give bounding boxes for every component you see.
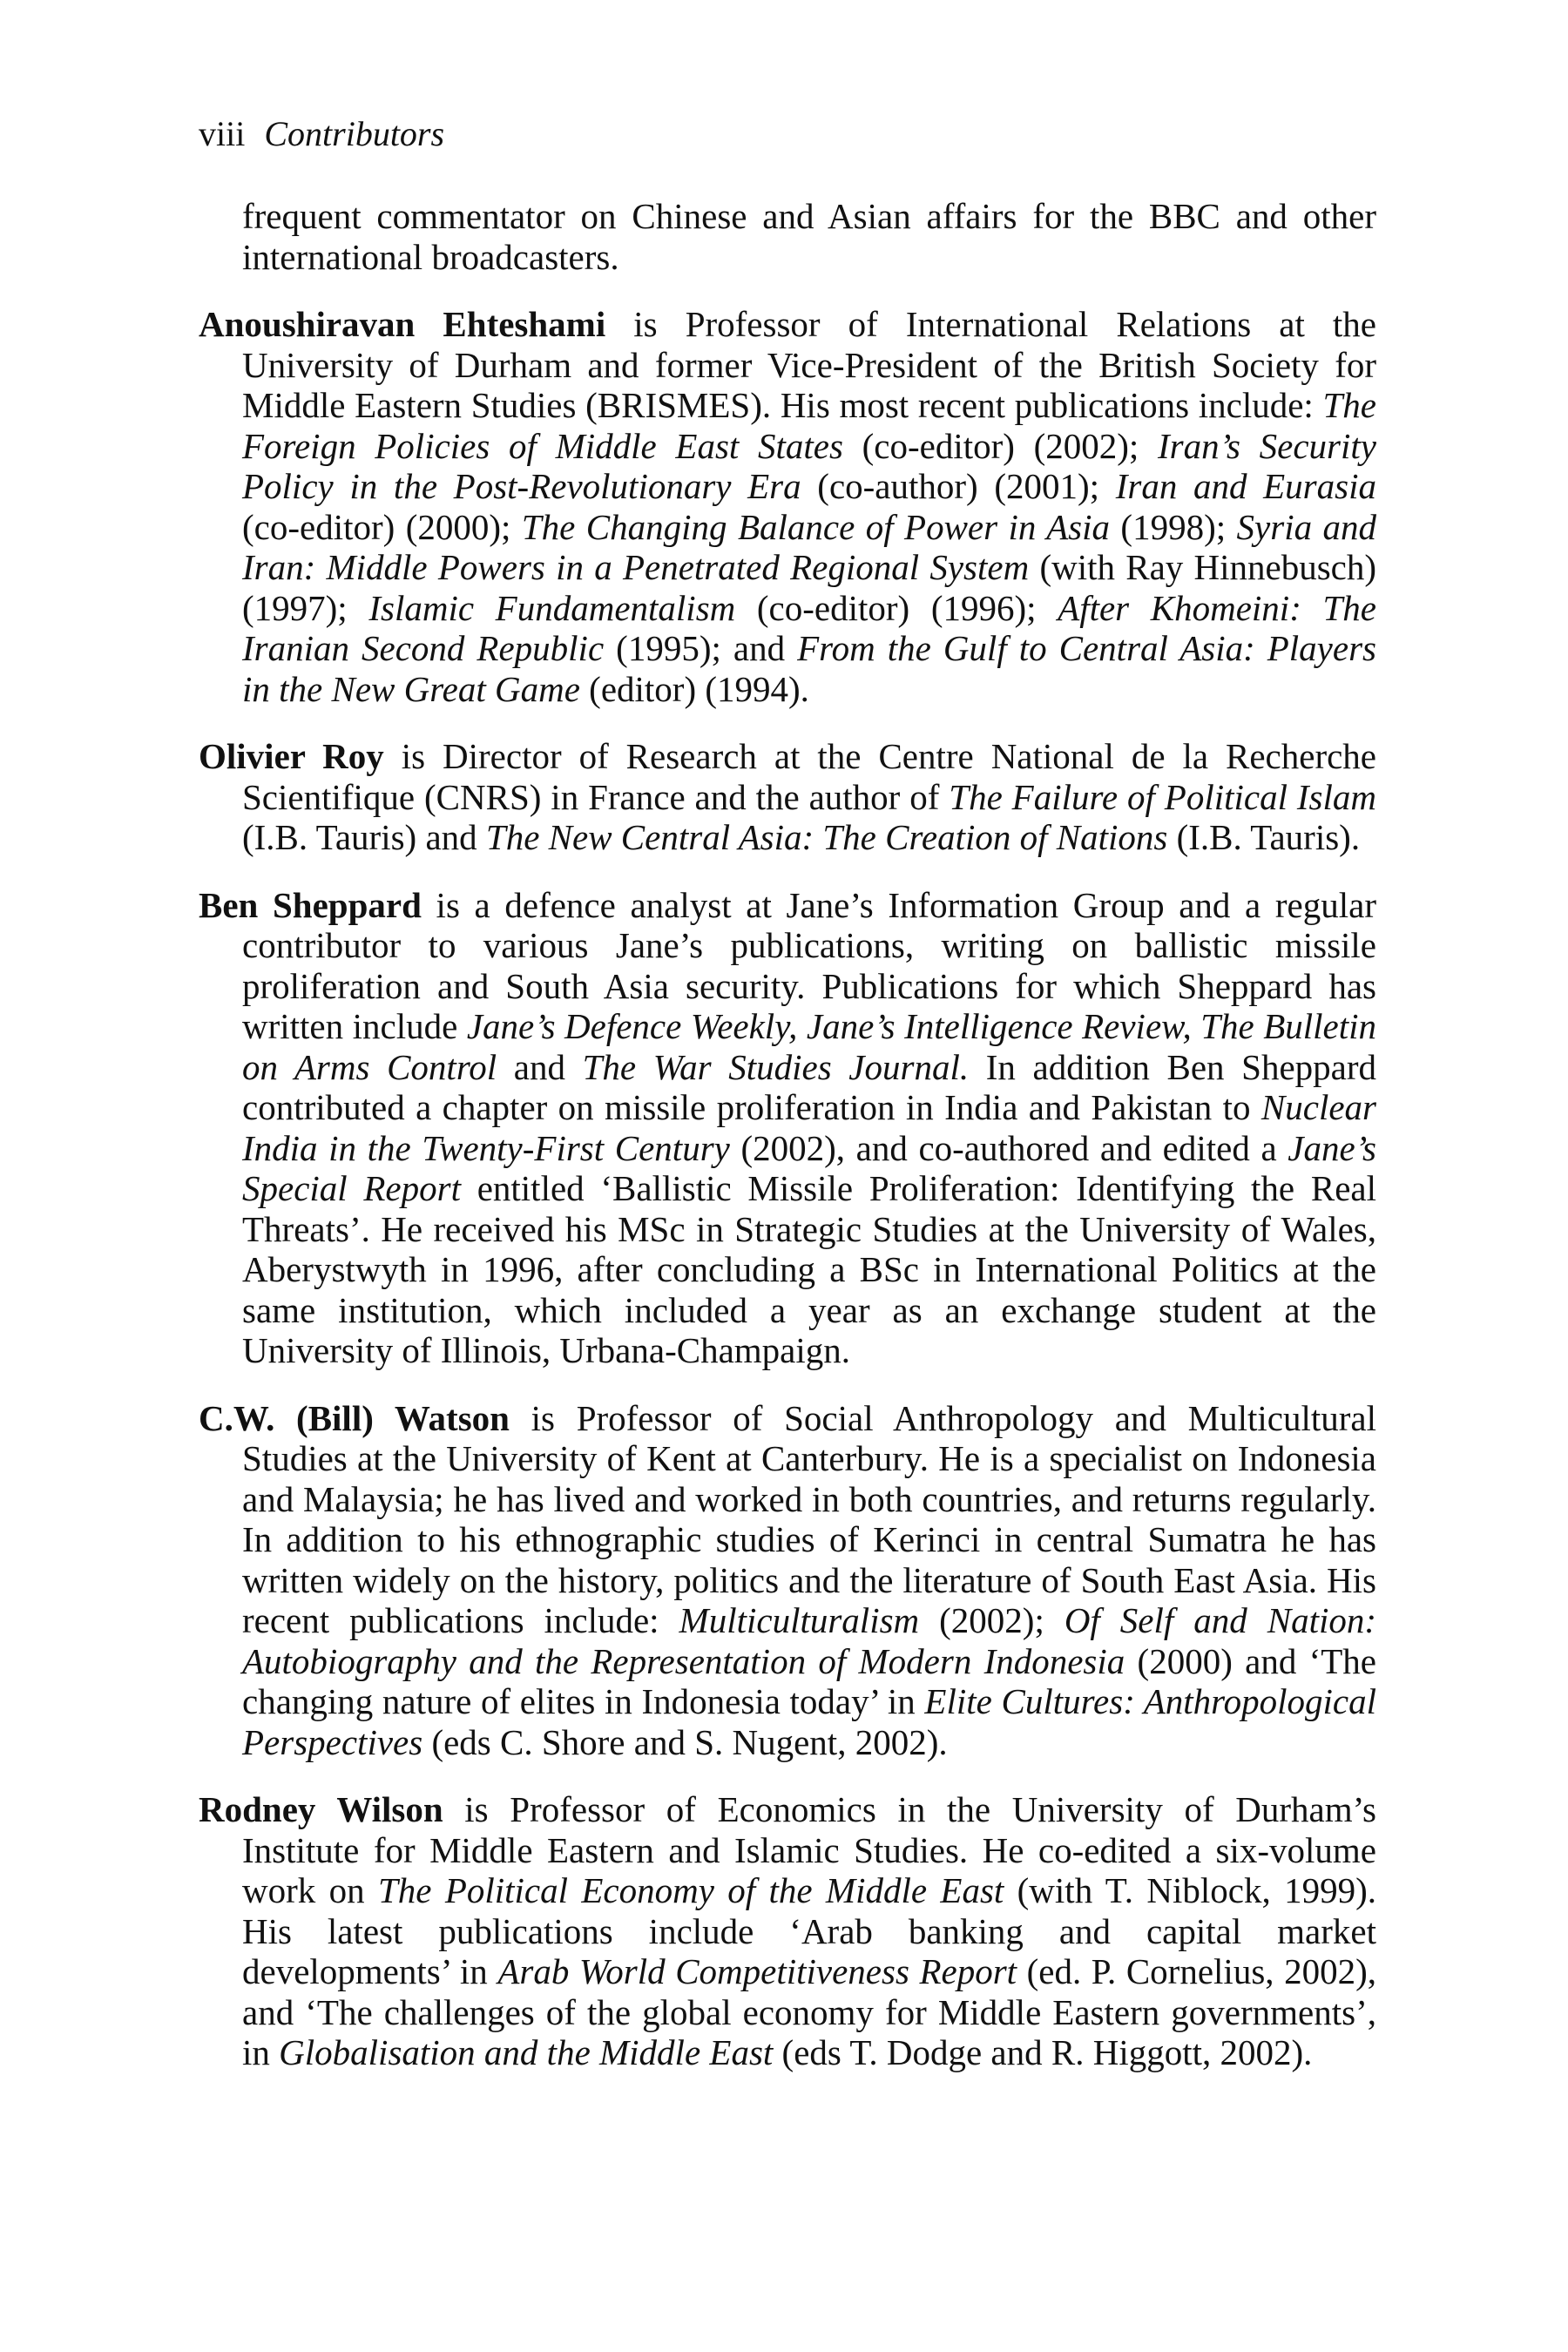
contributor-entry — [199, 304, 1376, 709]
publication-title: The Failure of Political Islam — [949, 776, 1376, 817]
entry-text-segment: (editor) (1994). — [579, 668, 809, 709]
contributor-entry — [199, 885, 1376, 1371]
book-page — [199, 110, 1376, 2305]
publication-title: The War Studies Journal. — [582, 1046, 970, 1087]
contributor-name: Rodney Wilson — [199, 1789, 443, 1829]
publication-title: The New Central Asia: The Creation of Nations — [485, 817, 1168, 857]
section-title: Contributors — [264, 114, 445, 153]
publication-title: After Khomeini: The Iranian Second Republic — [242, 587, 1376, 668]
entry-text-segment: (ed. P. Cornelius, 2002), and ‘The challenges of the global economy for Middle Eastern governments’, in — [242, 1951, 1376, 2072]
publication-title: The Changing Balance of Power in Asia — [521, 506, 1110, 547]
contributor-entry-continued — [199, 196, 1376, 277]
entry-text-segment: is Professor of International Relations at the University of Durham and former Vice-President of the British Society for Middle Eastern Studies (BRISMES). His most recent publications include: — [242, 304, 1377, 425]
entry-text-segment: is Professor of Economics in the University of Durham’s Institute for Middle Eastern and Islamic Studies. He co-edited a six-volume work on — [242, 1789, 1376, 1910]
entry-text-segment: is a defence analyst at Jane’s Information Group and a regular contributor to various Jane’s publications, writing on ballistic missile proliferation and South Asia security. Publications for which Sheppard has written include — [242, 884, 1376, 1046]
publication-title: The Political Economy of the Middle East — [377, 1870, 1004, 1910]
running-head — [199, 110, 1376, 159]
entry-text-segment: and — [497, 1046, 583, 1087]
entry-text-segment: (I.B. Tauris) and — [242, 817, 486, 857]
publication-title: Jane’s Special Report — [242, 1127, 1376, 1208]
publication-title: Of Self and Nation: Autobiography and the Representation of Modern Indonesia — [242, 1600, 1376, 1681]
entry-text-segment: is Professor of Social Anthropology and Multicultural Studies at the University of Kent at Canterbury. He is a specialist on Indonesia and Malaysia; he has lived and worked in both countries, and returns regularly. In addition to his ethnographic studies of Kerinci in central Sumatra he has written widely on the history, politics and the literature of South East Asia. His recent publications include: — [242, 1397, 1376, 1640]
page-number: viii — [199, 114, 246, 153]
publication-title: Syria and Iran: Middle Powers in a Penetrated Regional System — [242, 506, 1377, 587]
publication-title: Arab World Competitiveness Report — [497, 1951, 1017, 1991]
entry-text-segment: (eds T. Dodge and R. Higgott, 2002). — [773, 2032, 1313, 2072]
publication-title: From the Gulf to Central Asia: Players in the New Great Game — [242, 628, 1376, 709]
entry-text-segment: (1998); — [1109, 506, 1237, 547]
entry-text-segment: (eds C. Shore and S. Nugent, 2002). — [422, 1721, 948, 1762]
entry-text-segment: is Director of Research at the Centre National de la Recherche Scientifique (CNRS) in France and the author of — [242, 736, 1376, 817]
contributor-name: Anoushiravan Ehteshami — [199, 304, 606, 344]
entry-text-segment: (co-editor) (2002); — [842, 425, 1159, 466]
contributor-entry — [199, 1789, 1376, 2073]
entry-text-segment: (I.B. Tauris). — [1167, 817, 1361, 857]
publication-title: Islamic Fundamentalism — [368, 587, 736, 628]
entry-text-segment: (co-editor) (2000); — [242, 506, 522, 547]
contributor-name: Olivier Roy — [199, 736, 384, 776]
entry-text-segment: In addition Ben Sheppard contributed a chapter on missile proliferation in India and Pakistan to — [242, 1046, 1377, 1127]
entry-text-segment: (with Ray Hinnebusch) (1997); — [242, 547, 1377, 628]
contributor-entry — [199, 1398, 1376, 1763]
contributors-list — [199, 196, 1376, 2073]
entry-text — [242, 736, 1376, 857]
entry-text-segment: (co-editor) (1996); — [735, 587, 1058, 628]
publication-title: Elite Cultures: Anthropological Perspectives — [242, 1681, 1376, 1762]
publication-title: Iran and Eurasia — [1115, 466, 1376, 506]
entry-text-segment: (co-author) (2001); — [801, 466, 1116, 506]
entry-text — [242, 885, 1376, 1371]
entry-text-segment: (2000) and ‘The changing nature of elites in Indonesia today’ in — [242, 1640, 1376, 1721]
entry-text — [242, 1789, 1376, 2072]
contributor-name: Ben Sheppard — [199, 884, 422, 925]
entry-text-segment: (2002), and co-authored and edited a — [729, 1127, 1288, 1168]
entry-text — [242, 304, 1376, 709]
publication-title: Multiculturalism — [679, 1600, 920, 1640]
entry-text-segment: (2002); — [919, 1600, 1064, 1640]
entry-text — [242, 1398, 1376, 1762]
contributor-name: C.W. (Bill) Watson — [199, 1397, 510, 1438]
publication-title: Nuclear India in the Twenty-First Century — [242, 1087, 1376, 1168]
entry-text-segment: frequent commentator on Chinese and Asian affairs for the BBC and other international broadcasters. — [242, 196, 1376, 277]
publication-title: Globalisation and the Middle East — [279, 2032, 774, 2072]
entry-text-segment: entitled ‘Ballistic Missile Proliferation: Identifying the Real Threats’. He received his MSc in Strategic Studies at the University of Wales, Aberystwyth in 1996, after concluding a BSc in International Politics at the same institution, which included a year as an exchange student at the University of Illinois, Urbana-Champaign. — [242, 1168, 1376, 1370]
entry-text-segment: (1995); and — [604, 628, 798, 668]
contributor-entry — [199, 736, 1376, 858]
publication-title: The Foreign Policies of Middle East States — [242, 385, 1376, 466]
entry-text — [242, 196, 1376, 277]
publication-title: Iran’s Security Policy in the Post-Revolutionary Era — [242, 425, 1376, 506]
publication-title: Jane’s Defence Weekly, Jane’s Intelligence Review, The Bulletin on Arms Control — [242, 1006, 1376, 1087]
entry-text-segment: (with T. Niblock, 1999). His latest publications include ‘Arab banking and capital market developments’ in — [242, 1870, 1376, 1991]
